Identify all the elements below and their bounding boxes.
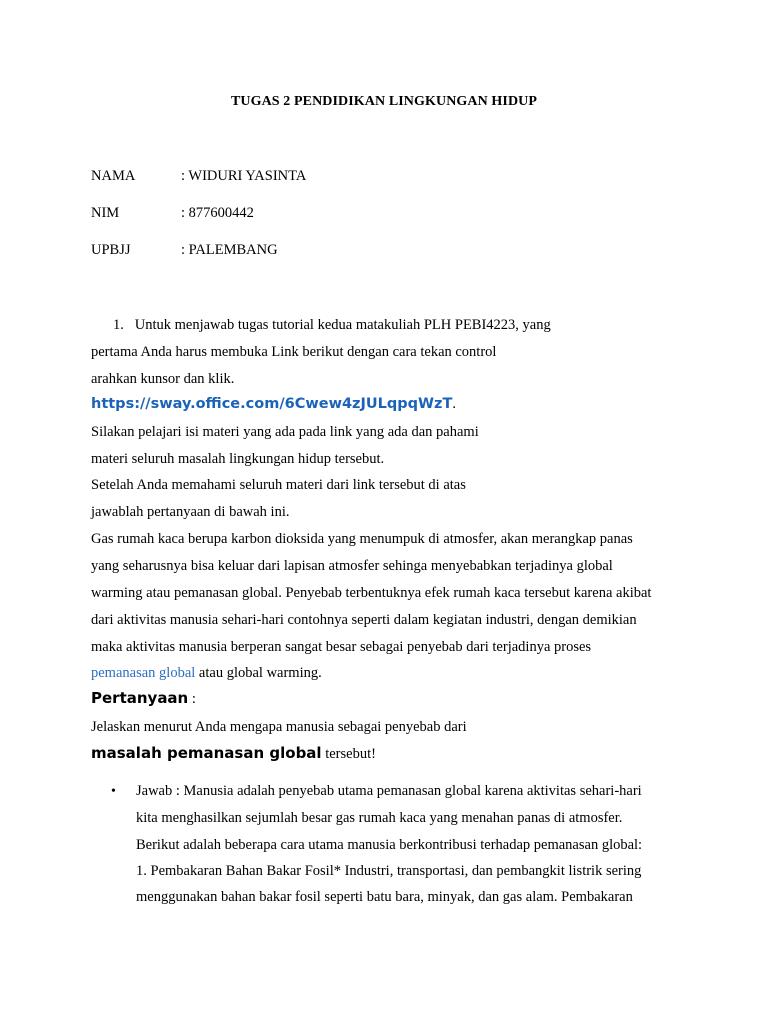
question-line-2 — [91, 744, 376, 763]
question-line-2-rest: tersebut! — [321, 746, 376, 762]
item-line-1: Untuk menjawab tugas tutorial kedua matakuliah PLH PEBI4223, yang — [134, 317, 551, 333]
nama-label: NAMA — [91, 168, 136, 184]
paragraph-line-6-rest: atau global warming. — [195, 665, 322, 681]
answer-line-2: kita menghasilkan sejumlah besar gas rumah kaca yang menahan panas di atmosfer. — [136, 810, 623, 826]
answer-bullet: • — [111, 784, 116, 799]
paragraph-line-6 — [91, 665, 322, 682]
item-number: 1. — [113, 317, 124, 333]
upbjj-label: UPBJJ — [91, 242, 131, 258]
link-line — [91, 396, 456, 413]
answer-line-1: Jawab : Manusia adalah penyebab utama pemanasan global karena aktivitas sehari-hari — [136, 783, 642, 799]
item-1-first-line — [113, 317, 551, 334]
item-line-3: arahkan kunsor dan klik. — [91, 371, 235, 387]
paragraph-line-2: yang seharusnya bisa keluar dari lapisan atmosfer sehinga menyebabkan terjadinya global — [91, 558, 613, 574]
identity-row-nim — [91, 205, 254, 222]
paragraph-line-4: dari aktivitas manusia sehari-hari contohnya seperti dalam kegiatan industri, dengan demikian — [91, 612, 637, 628]
item-line-6: Setelah Anda memahami seluruh materi dari link tersebut di atas — [91, 477, 466, 493]
identity-row-nama — [91, 168, 306, 185]
nama-value: : WIDURI YASINTA — [181, 168, 307, 184]
nim-label: NIM — [91, 205, 120, 221]
question-heading-suffix: : — [188, 691, 196, 707]
paragraph-line-1: Gas rumah kaca berupa karbon dioksida yang menumpuk di atmosfer, akan merangkap panas — [91, 531, 633, 547]
question-line-1: Jelaskan menurut Anda mengapa manusia sebagai penyebab dari — [91, 719, 467, 735]
item-line-2: pertama Anda harus membuka Link berikut dengan cara tekan control — [91, 344, 497, 360]
nim-value: : 877600442 — [181, 205, 254, 221]
item-line-5: materi seluruh masalah lingkungan hidup tersebut. — [91, 451, 385, 467]
paragraph-line-5: maka aktivitas manusia berperan sangat besar sebagai penyebab dari terjadinya proses — [91, 639, 592, 655]
answer-line-5: menggunakan bahan bakar fosil seperti batu bara, minyak, dan gas alam. Pembakaran — [136, 889, 633, 905]
link-suffix: . — [452, 396, 456, 412]
answer-line-3: Berikut adalah beberapa cara utama manusia berkontribusi terhadap pemanasan global: — [136, 837, 643, 853]
identity-row-upbjj — [91, 242, 278, 259]
question-heading-line — [91, 689, 196, 708]
question-bold-phrase: masalah pemanasan global — [91, 744, 322, 762]
sway-link[interactable]: https://sway.office.com/6Cwew4zJULqpqWzT — [91, 396, 453, 412]
item-line-4: Silakan pelajari isi materi yang ada pada link yang ada dan pahami — [91, 424, 479, 440]
upbjj-value: : PALEMBANG — [181, 242, 278, 258]
paragraph-line-3: warming atau pemanasan global. Penyebab terbentuknya efek rumah kaca tersebut karena akibat — [91, 585, 652, 601]
pemanasan-global-link[interactable]: pemanasan global — [91, 665, 196, 681]
document-title: TUGAS 2 PENDIDIKAN LINGKUNGAN HIDUP — [230, 94, 538, 109]
question-heading: Pertanyaan — [91, 689, 189, 707]
item-line-7: jawablah pertanyaan di bawah ini. — [91, 504, 290, 520]
answer-line-4: 1. Pembakaran Bahan Bakar Fosil* Industri, transportasi, dan pembangkit listrik sering — [136, 863, 642, 879]
